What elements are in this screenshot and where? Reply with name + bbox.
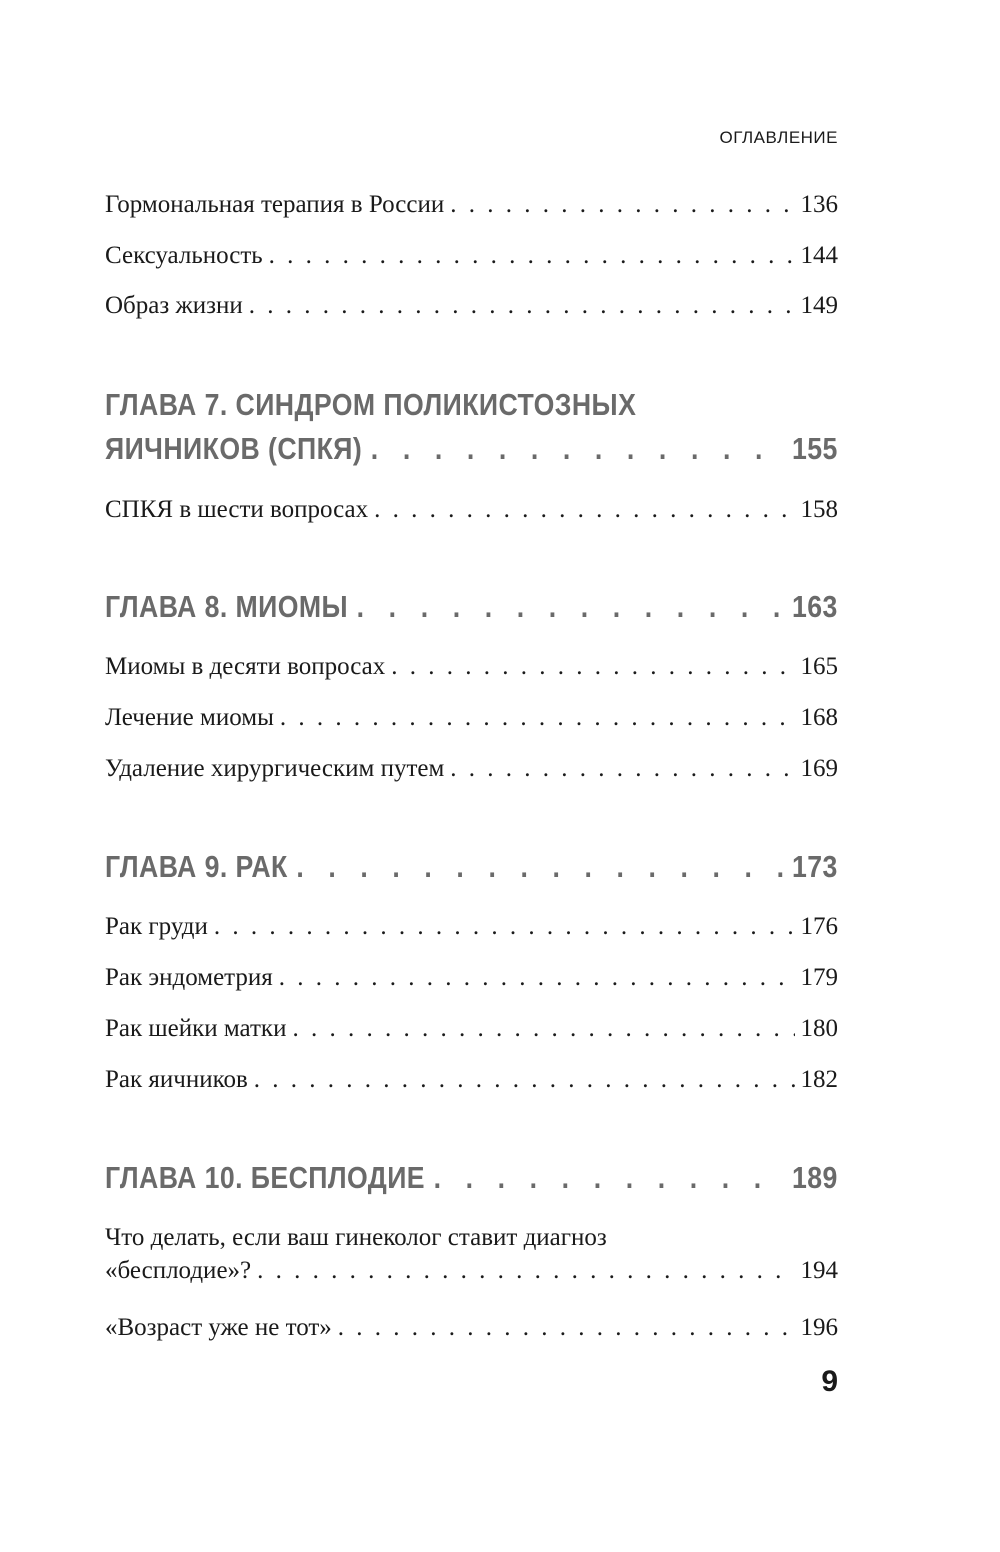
toc-entry xyxy=(105,291,838,321)
toc-entry-title: Рак яичников xyxy=(105,1066,248,1093)
toc-entry-page: 169 xyxy=(800,755,838,782)
dot-leader xyxy=(296,845,783,889)
toc-entry-page: 149 xyxy=(800,292,838,319)
toc-entry xyxy=(105,963,838,993)
toc-entry-page: 136 xyxy=(800,191,838,218)
chapter-heading-7 xyxy=(105,383,838,471)
toc-entry xyxy=(105,241,838,271)
toc-entry-page: 182 xyxy=(800,1066,838,1093)
chapter-page: 163 xyxy=(791,589,838,624)
chapter-title: ГЛАВА 9. РАК xyxy=(105,849,288,884)
toc-entry-title: Удаление хирургическим путем xyxy=(105,755,445,782)
toc-entry-title: Миомы в десяти вопросах xyxy=(105,653,386,680)
toc-entry-page: 196 xyxy=(800,1314,838,1341)
dot-leader xyxy=(280,703,795,733)
chapter-page: 155 xyxy=(791,431,838,466)
toc-entry xyxy=(105,1014,838,1044)
toc-entry-title: СПКЯ в шести вопросах xyxy=(105,496,369,523)
toc-entry xyxy=(105,652,838,682)
toc-entry xyxy=(105,912,838,942)
chapter-page: 173 xyxy=(791,849,838,884)
chapter-heading-10 xyxy=(105,1156,838,1200)
dot-leader xyxy=(249,291,795,321)
toc-entry-page: 165 xyxy=(800,653,838,680)
chapter-title-line1: ГЛАВА 7. СИНДРОМ ПОЛИКИСТОЗНЫХ xyxy=(105,387,637,422)
dot-leader xyxy=(254,1065,795,1095)
chapter-title: ГЛАВА 10. БЕСПЛОДИЕ xyxy=(105,1160,426,1195)
dot-leader xyxy=(450,190,794,220)
toc-entry-title: Гормональная терапия в России xyxy=(105,191,445,218)
toc-entry-title: Рак шейки матки xyxy=(105,1015,287,1042)
toc-entry-page: 144 xyxy=(800,242,838,269)
dot-leader xyxy=(257,1256,794,1286)
dot-leader xyxy=(279,963,795,993)
toc-entry-title: Рак груди xyxy=(105,913,208,940)
toc-entry-title: Образ жизни xyxy=(105,292,243,319)
toc-entry xyxy=(105,190,838,220)
dot-leader xyxy=(357,585,784,629)
toc-entry-multiline xyxy=(105,1220,838,1286)
dot-leader xyxy=(450,754,794,784)
dot-leader xyxy=(434,1156,784,1200)
chapter-heading-8 xyxy=(105,585,838,629)
chapter-title-line2: ЯИЧНИКОВ (СПКЯ) xyxy=(105,431,363,466)
dot-leader xyxy=(371,427,784,471)
toc-entry xyxy=(105,703,838,733)
toc-entry-page: 179 xyxy=(800,964,838,991)
toc-entry-title-line2: «бесплодие»? xyxy=(105,1257,252,1284)
toc-entry-title: Сексуальность xyxy=(105,242,263,269)
toc-entry xyxy=(105,495,838,525)
dot-leader xyxy=(391,652,794,682)
toc-entry-title: Лечение миомы xyxy=(105,704,274,731)
toc-entry xyxy=(105,1313,838,1343)
chapter-heading-9 xyxy=(105,845,838,889)
toc-entry-page: 158 xyxy=(800,496,838,523)
dot-leader xyxy=(338,1313,795,1343)
dot-leader xyxy=(374,495,794,525)
running-header: ОГЛАВЛЕНИЕ xyxy=(719,128,838,147)
page-number: 9 xyxy=(821,1365,838,1398)
toc-entry-page: 180 xyxy=(800,1015,838,1042)
toc-entry-page: 168 xyxy=(800,704,838,731)
dot-leader xyxy=(292,1014,794,1044)
toc-entry-title-line1: Что делать, если ваш гинеколог ставит диагноз xyxy=(105,1224,607,1251)
toc-entry-page: 194 xyxy=(800,1257,838,1284)
dot-leader xyxy=(269,241,795,271)
toc-entry-title: Рак эндометрия xyxy=(105,964,273,991)
chapter-page: 189 xyxy=(791,1160,838,1195)
toc-entry-page: 176 xyxy=(800,913,838,940)
toc-entry-title: «Возраст уже не тот» xyxy=(105,1314,332,1341)
chapter-title: ГЛАВА 8. МИОМЫ xyxy=(105,589,349,624)
toc-entry xyxy=(105,1065,838,1095)
toc-entry xyxy=(105,754,838,784)
dot-leader xyxy=(214,912,795,942)
